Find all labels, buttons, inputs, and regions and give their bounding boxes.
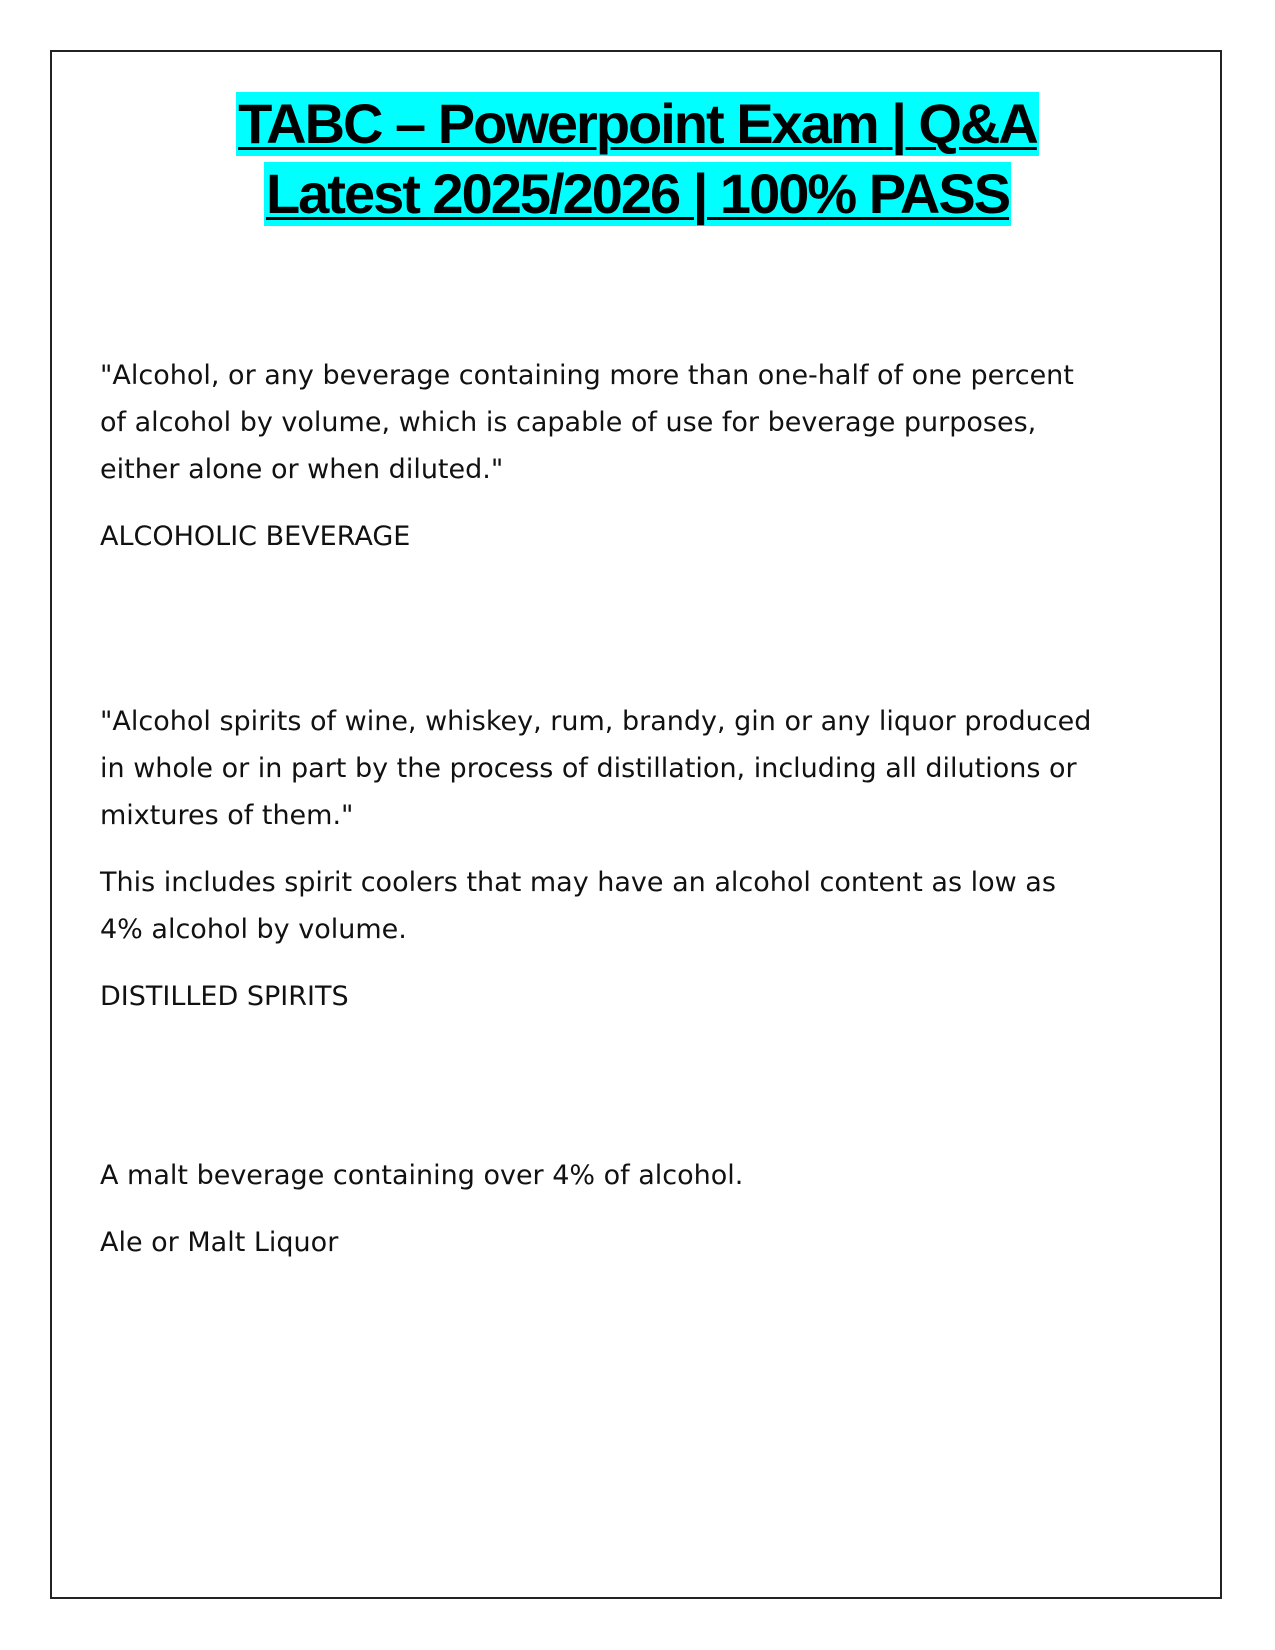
qa-entry-3 xyxy=(100,1152,1100,1266)
answer-text: DISTILLED SPIRITS xyxy=(100,981,349,1012)
document-title xyxy=(0,92,1275,232)
answer-text: Ale or Malt Liquor xyxy=(100,1227,339,1258)
title-line-2: Latest 2025/2026 | 100% PASS xyxy=(265,162,1010,225)
qa-entry-1 xyxy=(100,352,1100,560)
answer-text: ALCOHOLIC BEVERAGE xyxy=(100,521,411,552)
question-note: This includes spirit coolers that may have an alcohol content as low as 4% alcohol by volume. xyxy=(100,867,1056,945)
title-line-1: TABC – Powerpoint Exam | Q&A xyxy=(238,92,1037,155)
question-text: "Alcohol, or any beverage containing more than one-half of one percent of alcohol by volume, which is capable of use for beverage purposes, either alone or when diluted." xyxy=(100,360,1074,485)
question-text: A malt beverage containing over 4% of alcohol. xyxy=(100,1160,744,1191)
qa-entry-2 xyxy=(100,698,1100,1020)
question-text: "Alcohol spirits of wine, whiskey, rum, brandy, gin or any liquor produced in whole or in part by the process of distillation, including all dilutions or mixtures of them." xyxy=(100,706,1092,831)
